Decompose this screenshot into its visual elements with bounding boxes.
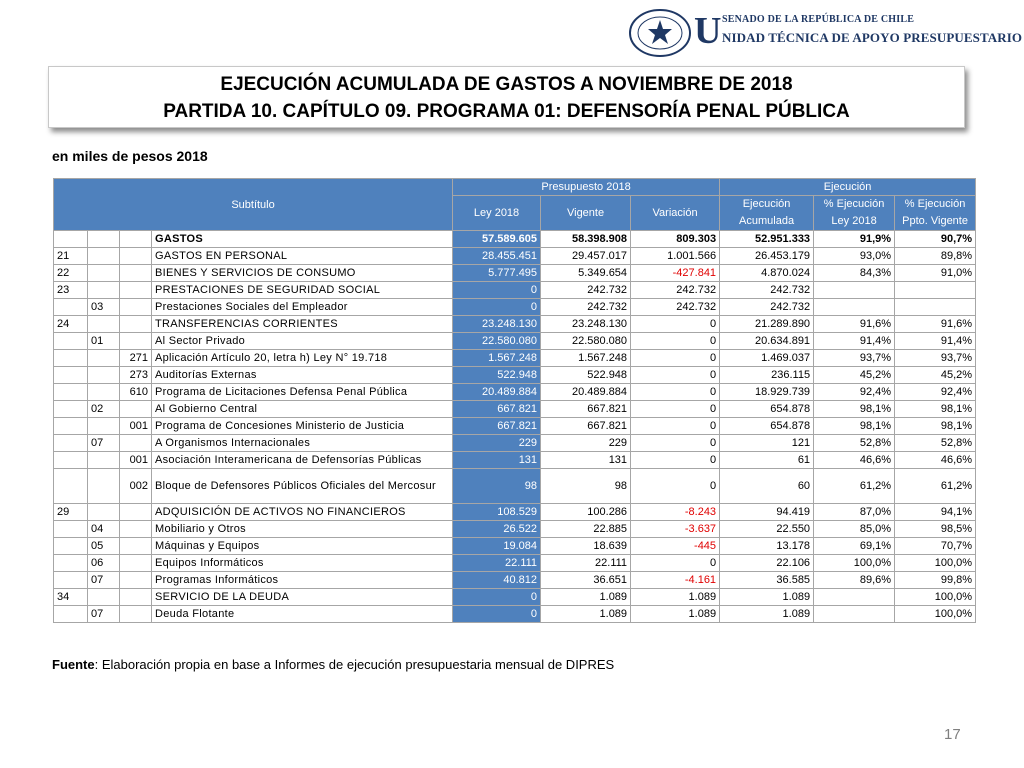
cell-pct-vigente: 52,8%	[895, 435, 976, 452]
col-header-pct-vigente	[895, 196, 976, 231]
cell-ley: 19.084	[453, 538, 541, 555]
cell-pct-vigente: 92,4%	[895, 384, 976, 401]
table-row	[54, 316, 976, 333]
cell-description: Prestaciones Sociales del Empleador	[152, 299, 453, 316]
cell-variacion: 0	[631, 316, 720, 333]
cell-pct-ley: 91,9%	[814, 231, 895, 248]
cell-item: 04	[88, 521, 120, 538]
cell-ejecucion-acumulada: 242.732	[720, 299, 814, 316]
cell-description: Bloque de Defensores Públicos Oficiales del Mercosur	[152, 469, 453, 504]
cell-description: Programa de Concesiones Ministerio de Justicia	[152, 418, 453, 435]
cell-ley: 522.948	[453, 367, 541, 384]
col-header-pct-vig-line1: % Ejecución	[904, 198, 966, 210]
cell-item: 03	[88, 299, 120, 316]
cell-asignacion	[120, 333, 152, 350]
cell-pct-vigente	[895, 299, 976, 316]
cell-pct-ley: 98,1%	[814, 418, 895, 435]
cell-pct-ley: 52,8%	[814, 435, 895, 452]
table-row	[54, 504, 976, 521]
table-row	[54, 452, 976, 469]
cell-asignacion	[120, 435, 152, 452]
cell-item: 02	[88, 401, 120, 418]
cell-pct-vigente: 94,1%	[895, 504, 976, 521]
cell-asignacion	[120, 538, 152, 555]
title-line-2: PARTIDA 10. CAPÍTULO 09. PROGRAMA 01: DEFENSORÍA PENAL PÚBLICA	[163, 101, 850, 122]
cell-variacion: 0	[631, 367, 720, 384]
cell-description: PRESTACIONES DE SEGURIDAD SOCIAL	[152, 282, 453, 299]
cell-ley: 0	[453, 606, 541, 623]
cell-description: Aplicación Artículo 20, letra h) Ley N° 19.718	[152, 350, 453, 367]
cell-item: 05	[88, 538, 120, 555]
senado-seal-logo	[628, 8, 692, 58]
cell-description: Al Sector Privado	[152, 333, 453, 350]
cell-vigente: 522.948	[541, 367, 631, 384]
cell-item	[88, 367, 120, 384]
cell-pct-vigente: 100,0%	[895, 606, 976, 623]
col-header-vigente: Vigente	[541, 196, 631, 231]
cell-description: TRANSFERENCIAS CORRIENTES	[152, 316, 453, 333]
cell-variacion: 0	[631, 555, 720, 572]
cell-subtitulo	[54, 606, 88, 623]
cell-pct-ley: 84,3%	[814, 265, 895, 282]
cell-pct-vigente	[895, 282, 976, 299]
cell-pct-ley: 61,2%	[814, 469, 895, 504]
cell-ejecucion-acumulada: 18.929.739	[720, 384, 814, 401]
col-header-pct-ley-line1: % Ejecución	[823, 198, 885, 210]
cell-item	[88, 231, 120, 248]
cell-asignacion: 002	[120, 469, 152, 504]
cell-ejecucion-acumulada: 654.878	[720, 401, 814, 418]
cell-ley: 0	[453, 589, 541, 606]
cell-description: GASTOS EN PERSONAL	[152, 248, 453, 265]
cell-variacion: -8.243	[631, 504, 720, 521]
org-initial: U	[694, 10, 722, 52]
cell-variacion: 0	[631, 435, 720, 452]
cell-item	[88, 350, 120, 367]
cell-description: Programa de Licitaciones Defensa Penal Pública	[152, 384, 453, 401]
cell-ley: 667.821	[453, 418, 541, 435]
cell-asignacion	[120, 589, 152, 606]
table-row	[54, 589, 976, 606]
cell-vigente: 23.248.130	[541, 316, 631, 333]
cell-vigente: 100.286	[541, 504, 631, 521]
cell-pct-vigente: 100,0%	[895, 555, 976, 572]
cell-vigente: 20.489.884	[541, 384, 631, 401]
cell-variacion: 242.732	[631, 282, 720, 299]
cell-item	[88, 504, 120, 521]
col-header-pct-ley	[814, 196, 895, 231]
source-text: : Elaboración propia en base a Informes de ejecución presupuestaria mensual de DIPRES	[94, 657, 615, 672]
cell-item	[88, 469, 120, 504]
table-row	[54, 401, 976, 418]
budget-table-body	[54, 231, 976, 623]
cell-vigente: 5.349.654	[541, 265, 631, 282]
cell-ejecucion-acumulada: 26.453.179	[720, 248, 814, 265]
cell-asignacion	[120, 265, 152, 282]
cell-vigente: 22.580.080	[541, 333, 631, 350]
cell-variacion: 0	[631, 469, 720, 504]
cell-ejecucion-acumulada: 236.115	[720, 367, 814, 384]
cell-vigente: 22.885	[541, 521, 631, 538]
cell-ejecucion-acumulada: 1.469.037	[720, 350, 814, 367]
cell-ley: 229	[453, 435, 541, 452]
cell-pct-vigente: 70,7%	[895, 538, 976, 555]
col-header-ejec-line2: Acumulada	[739, 215, 795, 227]
cell-pct-ley	[814, 299, 895, 316]
cell-subtitulo	[54, 572, 88, 589]
cell-variacion: -445	[631, 538, 720, 555]
cell-ley: 1.567.248	[453, 350, 541, 367]
cell-ejecucion-acumulada: 61	[720, 452, 814, 469]
cell-subtitulo: 24	[54, 316, 88, 333]
cell-vigente: 667.821	[541, 418, 631, 435]
cell-ejecucion-acumulada: 1.089	[720, 589, 814, 606]
cell-vigente: 98	[541, 469, 631, 504]
cell-subtitulo	[54, 418, 88, 435]
cell-description: ADQUISICIÓN DE ACTIVOS NO FINANCIEROS	[152, 504, 453, 521]
cell-description: GASTOS	[152, 231, 453, 248]
group-header-presupuesto: Presupuesto 2018	[453, 179, 720, 196]
cell-item	[88, 384, 120, 401]
cell-item	[88, 282, 120, 299]
cell-pct-ley: 92,4%	[814, 384, 895, 401]
cell-ley: 5.777.495	[453, 265, 541, 282]
cell-asignacion	[120, 504, 152, 521]
cell-item	[88, 248, 120, 265]
cell-ley: 108.529	[453, 504, 541, 521]
cell-subtitulo	[54, 538, 88, 555]
table-row	[54, 299, 976, 316]
table-row	[54, 265, 976, 282]
table-row	[54, 572, 976, 589]
cell-vigente: 242.732	[541, 299, 631, 316]
table-row	[54, 367, 976, 384]
cell-ejecucion-acumulada: 4.870.024	[720, 265, 814, 282]
cell-ley: 0	[453, 299, 541, 316]
cell-description: SERVICIO DE LA DEUDA	[152, 589, 453, 606]
cell-ley: 667.821	[453, 401, 541, 418]
cell-pct-ley: 45,2%	[814, 367, 895, 384]
cell-pct-ley: 69,1%	[814, 538, 895, 555]
cell-description: Al Gobierno Central	[152, 401, 453, 418]
cell-variacion: 0	[631, 401, 720, 418]
cell-pct-vigente: 46,6%	[895, 452, 976, 469]
cell-variacion: 1.001.566	[631, 248, 720, 265]
table-row	[54, 606, 976, 623]
cell-subtitulo	[54, 333, 88, 350]
cell-variacion: 0	[631, 418, 720, 435]
cell-variacion: -3.637	[631, 521, 720, 538]
cell-item: 06	[88, 555, 120, 572]
cell-asignacion: 001	[120, 452, 152, 469]
cell-ley: 57.589.605	[453, 231, 541, 248]
table-row	[54, 248, 976, 265]
cell-vigente: 667.821	[541, 401, 631, 418]
cell-ley: 26.522	[453, 521, 541, 538]
cell-ley: 40.812	[453, 572, 541, 589]
table-row	[54, 350, 976, 367]
cell-subtitulo	[54, 350, 88, 367]
cell-ejecucion-acumulada: 13.178	[720, 538, 814, 555]
cell-asignacion	[120, 555, 152, 572]
cell-description: Auditorías Externas	[152, 367, 453, 384]
cell-pct-vigente: 89,8%	[895, 248, 976, 265]
cell-variacion: 0	[631, 384, 720, 401]
cell-pct-ley: 46,6%	[814, 452, 895, 469]
cell-ejecucion-acumulada: 654.878	[720, 418, 814, 435]
cell-subtitulo: 22	[54, 265, 88, 282]
table-row	[54, 231, 976, 248]
budget-table	[53, 178, 976, 623]
cell-ejecucion-acumulada: 22.550	[720, 521, 814, 538]
cell-asignacion	[120, 299, 152, 316]
cell-description: Asociación Interamericana de Defensorías Públicas	[152, 452, 453, 469]
cell-asignacion: 271	[120, 350, 152, 367]
cell-asignacion	[120, 606, 152, 623]
cell-subtitulo	[54, 299, 88, 316]
cell-asignacion	[120, 248, 152, 265]
cell-item: 07	[88, 435, 120, 452]
col-header-ejecucion-acumulada	[720, 196, 814, 231]
col-header-pct-vig-line2: Ppto. Vigente	[902, 215, 968, 227]
cell-pct-ley: 93,7%	[814, 350, 895, 367]
table-row	[54, 418, 976, 435]
cell-vigente: 1.089	[541, 589, 631, 606]
cell-variacion: 0	[631, 333, 720, 350]
cell-pct-vigente: 93,7%	[895, 350, 976, 367]
cell-subtitulo: 34	[54, 589, 88, 606]
cell-variacion: 0	[631, 350, 720, 367]
cell-item	[88, 589, 120, 606]
cell-asignacion: 273	[120, 367, 152, 384]
cell-ejecucion-acumulada: 52.951.333	[720, 231, 814, 248]
cell-pct-vigente: 99,8%	[895, 572, 976, 589]
page-title	[48, 66, 965, 128]
cell-pct-ley: 85,0%	[814, 521, 895, 538]
cell-ley: 98	[453, 469, 541, 504]
cell-item	[88, 265, 120, 282]
cell-item	[88, 316, 120, 333]
col-header-variacion: Variación	[631, 196, 720, 231]
cell-subtitulo	[54, 384, 88, 401]
table-row	[54, 538, 976, 555]
cell-pct-ley	[814, 282, 895, 299]
cell-ejecucion-acumulada: 36.585	[720, 572, 814, 589]
cell-description: A Organismos Internacionales	[152, 435, 453, 452]
cell-variacion: 242.732	[631, 299, 720, 316]
source-note	[52, 657, 614, 672]
title-line-1: EJECUCIÓN ACUMULADA DE GASTOS A NOVIEMBRE DE 2018	[220, 74, 793, 95]
col-header-ley: Ley 2018	[453, 196, 541, 231]
cell-variacion: 809.303	[631, 231, 720, 248]
cell-ley: 131	[453, 452, 541, 469]
cell-variacion: 1.089	[631, 589, 720, 606]
units-label: en miles de pesos 2018	[52, 148, 208, 164]
cell-item: 07	[88, 606, 120, 623]
cell-asignacion	[120, 316, 152, 333]
cell-ley: 20.489.884	[453, 384, 541, 401]
cell-pct-ley: 89,6%	[814, 572, 895, 589]
cell-subtitulo	[54, 367, 88, 384]
table-row	[54, 469, 976, 504]
cell-pct-vigente: 61,2%	[895, 469, 976, 504]
cell-variacion: -4.161	[631, 572, 720, 589]
cell-pct-vigente: 91,4%	[895, 333, 976, 350]
table-row	[54, 282, 976, 299]
cell-vigente: 229	[541, 435, 631, 452]
table-row	[54, 521, 976, 538]
cell-subtitulo	[54, 521, 88, 538]
cell-item: 07	[88, 572, 120, 589]
cell-vigente: 18.639	[541, 538, 631, 555]
cell-asignacion	[120, 572, 152, 589]
cell-pct-ley: 91,6%	[814, 316, 895, 333]
cell-ley: 22.580.080	[453, 333, 541, 350]
table-row	[54, 435, 976, 452]
cell-item: 01	[88, 333, 120, 350]
cell-pct-ley: 98,1%	[814, 401, 895, 418]
cell-vigente: 36.651	[541, 572, 631, 589]
cell-subtitulo	[54, 401, 88, 418]
cell-pct-vigente: 91,0%	[895, 265, 976, 282]
cell-pct-ley: 100,0%	[814, 555, 895, 572]
cell-vigente: 58.398.908	[541, 231, 631, 248]
cell-ejecucion-acumulada: 22.106	[720, 555, 814, 572]
cell-vigente: 29.457.017	[541, 248, 631, 265]
table-row	[54, 555, 976, 572]
source-label: Fuente	[52, 657, 95, 672]
cell-subtitulo	[54, 435, 88, 452]
cell-ley: 23.248.130	[453, 316, 541, 333]
cell-description: Máquinas y Equipos	[152, 538, 453, 555]
cell-pct-ley: 93,0%	[814, 248, 895, 265]
cell-subtitulo	[54, 555, 88, 572]
cell-subtitulo	[54, 231, 88, 248]
cell-subtitulo: 23	[54, 282, 88, 299]
table-row	[54, 384, 976, 401]
cell-ley: 0	[453, 282, 541, 299]
cell-pct-ley: 87,0%	[814, 504, 895, 521]
cell-asignacion: 610	[120, 384, 152, 401]
cell-description: Equipos Informáticos	[152, 555, 453, 572]
cell-ejecucion-acumulada: 60	[720, 469, 814, 504]
cell-vigente: 22.111	[541, 555, 631, 572]
cell-description: Programas Informáticos	[152, 572, 453, 589]
cell-ejecucion-acumulada: 121	[720, 435, 814, 452]
cell-ejecucion-acumulada: 1.089	[720, 606, 814, 623]
cell-pct-vigente: 98,1%	[895, 401, 976, 418]
cell-pct-vigente: 45,2%	[895, 367, 976, 384]
cell-asignacion: 001	[120, 418, 152, 435]
cell-pct-vigente: 100,0%	[895, 589, 976, 606]
cell-vigente: 1.089	[541, 606, 631, 623]
cell-vigente: 242.732	[541, 282, 631, 299]
cell-ejecucion-acumulada: 20.634.891	[720, 333, 814, 350]
cell-ejecucion-acumulada: 242.732	[720, 282, 814, 299]
cell-asignacion	[120, 521, 152, 538]
org-name-line2: NIDAD TÉCNICA DE APOYO PRESUPUESTARIO	[722, 30, 1023, 45]
cell-ley: 22.111	[453, 555, 541, 572]
cell-pct-vigente: 98,1%	[895, 418, 976, 435]
cell-subtitulo: 21	[54, 248, 88, 265]
cell-ejecucion-acumulada: 21.289.890	[720, 316, 814, 333]
cell-variacion: -427.841	[631, 265, 720, 282]
col-header-ejec-line1: Ejecución	[742, 198, 791, 210]
cell-asignacion	[120, 401, 152, 418]
cell-item	[88, 418, 120, 435]
col-header-subtitulo: Subtítulo	[54, 179, 453, 231]
cell-pct-ley	[814, 589, 895, 606]
cell-pct-vigente: 90,7%	[895, 231, 976, 248]
cell-asignacion	[120, 282, 152, 299]
cell-ejecucion-acumulada: 94.419	[720, 504, 814, 521]
cell-pct-ley: 91,4%	[814, 333, 895, 350]
org-name-line1: SENADO DE LA REPÚBLICA DE CHILE	[722, 14, 915, 25]
table-row	[54, 333, 976, 350]
col-header-pct-ley-line2: Ley 2018	[831, 215, 877, 227]
page-number: 17	[944, 726, 961, 743]
cell-vigente: 131	[541, 452, 631, 469]
cell-description: Deuda Flotante	[152, 606, 453, 623]
cell-subtitulo: 29	[54, 504, 88, 521]
cell-variacion: 0	[631, 452, 720, 469]
cell-description: BIENES Y SERVICIOS DE CONSUMO	[152, 265, 453, 282]
cell-subtitulo	[54, 469, 88, 504]
cell-asignacion	[120, 231, 152, 248]
cell-pct-vigente: 98,5%	[895, 521, 976, 538]
cell-description: Mobiliario y Otros	[152, 521, 453, 538]
cell-subtitulo	[54, 452, 88, 469]
cell-item	[88, 452, 120, 469]
group-header-ejecucion: Ejecución	[720, 179, 976, 196]
cell-vigente: 1.567.248	[541, 350, 631, 367]
cell-pct-ley	[814, 606, 895, 623]
cell-variacion: 1.089	[631, 606, 720, 623]
cell-ley: 28.455.451	[453, 248, 541, 265]
cell-pct-vigente: 91,6%	[895, 316, 976, 333]
